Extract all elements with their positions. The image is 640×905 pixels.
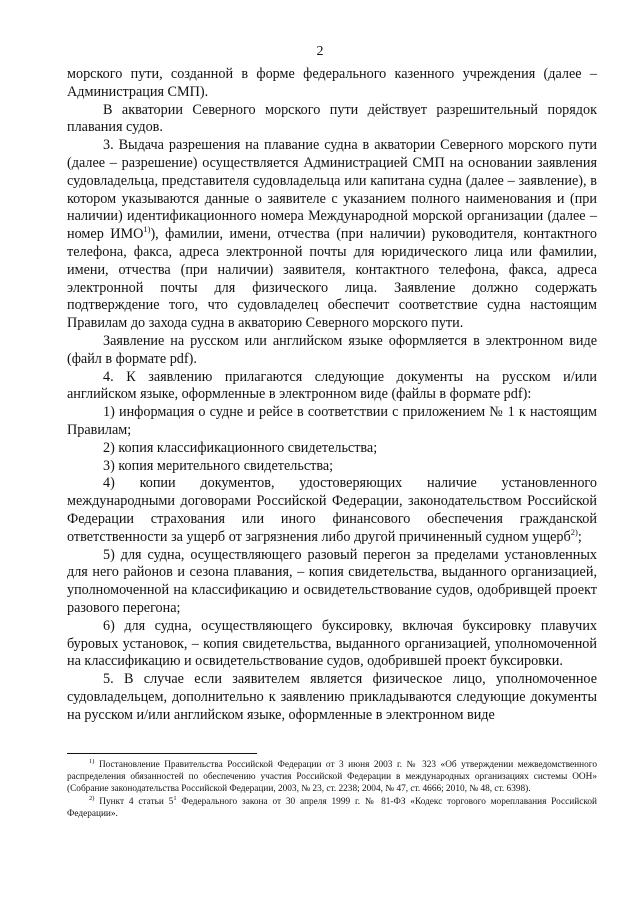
footnote-ref-1: 1) — [143, 224, 151, 235]
list-item-4 — [67, 475, 597, 546]
paragraph-item-3-part-2: ), фамилии, имени, отчества (при наличии) руководителя, контактного телефона, факса, адреса электронной почты для юридического лица или фамилии, имени, отчества (при наличии) заявителя, контактного телефона, факса, адреса электронной почты для физического лица. Заявление должно содержать подтверждение того, что судовладелец обеспечит соответствие судна настоящим Правилам до захода судна в акваторию Северного морского пути. — [67, 226, 597, 332]
footnote-2-text-after: Федерального закона от 30 апреля 1999 г. № 81-ФЗ «Кодекс торгового мореплавания Российской Федерации». — [67, 796, 597, 819]
paragraph-item-3 — [67, 137, 597, 333]
list-item-4-end: ; — [577, 528, 582, 545]
footnote-1 — [67, 759, 597, 796]
list-item-5: 5) для судна, осуществляющего разовый перегон за пределами установленных для него районов и сезона плавания, – копия свидетельства, выданного организацией, уполномоченной на классификацию и освидетельствование судов, одобривщей проект разового перегона; — [67, 546, 597, 616]
footnotes — [67, 759, 597, 820]
paragraph-continuation: морского пути, созданной в форме федерального казенного учреждения (далее – Администрация СМП). — [67, 66, 597, 100]
list-item-4-text: 4) копии документов, удостоверяющих наличие установленного международными договорами Российской Федерации, законодательством Российской Федерации страхования или иного финансового обеспечения гражданской ответственности за ущерб от загрязнения либо другой причиненный судном ущерб — [67, 475, 597, 545]
list-item-6: 6) для судна, осуществляющего буксировку, включая буксировку плавучих буровых установок, – копия свидетельства, выданного организацией, уполномоченной на классификацию и освидетельствование судов, одобрившей проект буксировки. — [67, 617, 597, 670]
footnote-2-mark: 2) — [89, 794, 95, 802]
footnote-divider — [67, 753, 257, 754]
footnote-2-text-before: Пункт 4 статьи 5 — [99, 796, 174, 807]
list-item-2: 2) копия классификационного свидетельства; — [103, 439, 378, 456]
footnote-2-article-sup: 1 — [173, 794, 177, 802]
paragraph-application-format: Заявление на русском или английском языке оформляется в электронном виде (файл в формате pdf). — [67, 332, 597, 367]
body-text — [67, 66, 597, 724]
paragraph-item-3-part-1: 3. Выдача разрешения на плавание судна в акватории Северного морского пути (далее – разрешение) осуществляется Администрацией СМП на основании заявления судовладельца, представителя судовладельца или капитана судна (далее – заявление), в котором указываются данные о заявителе с указанием полного наименования и (при наличии) идентификационного номера Международной морской организации (далее – номер ИМО — [67, 137, 597, 243]
list-item-1: 1) информация о судне и рейсе в соответствии с приложением № 1 к настоящим Правилам; — [67, 404, 597, 438]
page-number: 2 — [316, 44, 324, 59]
footnote-ref-2: 2) — [570, 526, 578, 537]
footnote-2 — [67, 796, 597, 820]
list-item-3: 3) копия мерительного свидетельства; — [103, 457, 334, 474]
footnote-1-mark: 1) — [89, 758, 95, 765]
paragraph-item-5: 5. В случае если заявителем является физическое лицо, уполномоченное судовладельцем, дополнительно к заявлению прикладываются следующие документы на русском и/или английском языке, оформленные в электронном виде — [67, 671, 597, 723]
paragraph-permit-regime: В акватории Северного морского пути действует разрешительный порядок плавания судов. — [67, 101, 597, 136]
paragraph-item-4: 4. К заявлению прилагаются следующие документы на русском и/или английском языке, оформленные в электронном виде (файлы в формате pdf): — [67, 368, 597, 403]
footnote-1-text: Постановление Правительства Российской Федерации от 3 июня 2003 г. № 323 «Об утверждении межведомственного распределения обязанностей по обеспечению участия Российской Федерации в международных организациях системы ООН» (Собрание законодательства Российской Федерации, 2003, № 23, ст. 2238; 2004, № 47, ст. 4666; 2010, № 48, ст. 6398). — [67, 760, 598, 795]
